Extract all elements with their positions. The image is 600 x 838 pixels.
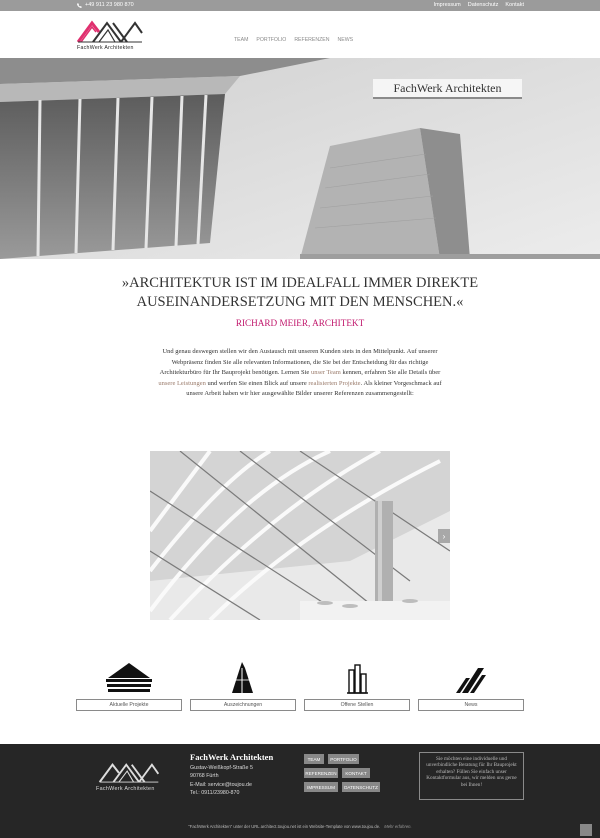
skyline-icon: [304, 660, 410, 696]
nav-portfolio[interactable]: PORTFOLIO: [256, 37, 287, 43]
services-link[interactable]: unsere Leistungen: [158, 379, 206, 387]
footer-tag-referenzen[interactable]: REFERENZEN: [304, 768, 338, 778]
aktuelle-projekte-button[interactable]: Aktuelle Projekte: [76, 699, 182, 711]
footer-logo-text: FachWerk Architekten: [96, 786, 155, 792]
intro-text-1: Und genau deswegen stellen wir den Austausch mit unseren Kunden stets in den Mittelpunkt. Auf unserer Webpräsenz finden Sie alle relevanten Informationen, die Sie bei der Entscheidung für das richtige Architekturbüro für Ihr Bauprojekt benötigen. Lernen Sie: [159, 348, 438, 376]
team-link[interactable]: unser Team: [310, 369, 341, 376]
building-stack-icon: [76, 660, 182, 696]
tower-icon: [190, 660, 296, 696]
intro-text-2: kennen, erfahren Sie alle Details über: [340, 369, 441, 376]
footer-tag-datenschutz[interactable]: DATENSCHUTZ: [342, 782, 380, 792]
intro-text-4: . Als kleiner Vorgeschmack auf unsere Arbeit haben wir hier ausgewählte Bilder unserer Referenzen zusammengestellt:: [186, 379, 442, 397]
footer-email[interactable]: service@toujou.de: [207, 781, 252, 788]
datenschutz-link[interactable]: Datenschutz: [467, 2, 499, 8]
nav-team[interactable]: TEAM: [234, 37, 249, 43]
footer-street: Gustav-Weißkopf-Straße 5: [190, 765, 253, 772]
feature-news: [418, 660, 524, 712]
chevron-right-icon: ›: [442, 531, 446, 541]
top-links: [434, 2, 524, 8]
nav-news[interactable]: NEWS: [337, 37, 354, 43]
footer-city: 90768 Fürth: [190, 773, 219, 780]
footer-credit: "FachWerk Architekten" unter der URL architect.toujou.net ist ein Website-Template von www.toujou.de.: [188, 824, 381, 829]
image-slider[interactable]: [150, 451, 450, 620]
kontakt-link[interactable]: Kontakt: [505, 2, 524, 8]
footer-tag-kontakt[interactable]: KONTAKT: [342, 768, 370, 778]
top-bar: [0, 0, 600, 11]
footer-tag-team[interactable]: TEAM: [304, 754, 324, 764]
slider-next-button[interactable]: [438, 529, 450, 543]
footer-tel[interactable]: 0911/23980-870: [201, 789, 240, 796]
phone-contact[interactable]: [77, 2, 134, 8]
footer-tag-portfolio[interactable]: PORTFOLIO: [328, 754, 359, 764]
footer-logo[interactable]: [94, 761, 164, 795]
intro-text: [152, 347, 448, 400]
quote: [0, 274, 600, 312]
quote-line-2: AUSEINANDERSETZUNG MIT DEN MENSCHEN.«: [136, 294, 464, 310]
feature-aktuelle-projekte: [76, 660, 182, 712]
mehr-erfahren-link[interactable]: Mehr erfahren.: [384, 824, 412, 829]
news-button[interactable]: News: [418, 699, 524, 711]
footer-contact-cta[interactable]: Sie möchten eine individuelle und unverbindliche Beratung für Ihr Bauprojekt erhalten? Füllen Sie einfach unser Kontaktformular aus, wir melden uns gerne bei Ihnen!: [419, 752, 524, 800]
footer-title: FachWerk Architekten: [190, 752, 274, 762]
feature-auszeichnungen: [190, 660, 296, 712]
hero-title: FachWerk Architekten: [373, 79, 522, 99]
intro-text-3: und werfen Sie einen Blick auf unsere: [205, 379, 309, 387]
logo-mark-icon: [77, 19, 143, 43]
footer-email-label: E-Mail:: [190, 781, 207, 788]
footer-bottom-line: [0, 824, 600, 829]
footer-address: [190, 753, 273, 797]
slanted-blocks-icon: [418, 660, 524, 696]
feature-offene-stellen: [304, 660, 410, 712]
nav-referenzen[interactable]: REFERENZEN: [294, 37, 330, 43]
site-header: [0, 11, 600, 58]
quote-author: RICHARD MEIER, ARCHITEKT: [235, 318, 365, 328]
quote-line-1: »ARCHITEKTUR IST IM IDEALFALL IMMER DIREKTE: [121, 275, 479, 291]
impressum-link[interactable]: Impressum: [433, 2, 461, 8]
footer-tel-label: Tel.:: [190, 789, 200, 796]
projects-link[interactable]: realisierten Projekte: [308, 379, 361, 387]
phone-number: +49 911 23 980 870: [85, 2, 134, 8]
logo-text: FachWerk Architekten: [77, 45, 134, 51]
logo-mark-icon: [94, 761, 164, 783]
brand-logo[interactable]: [77, 19, 143, 55]
scroll-to-top-button[interactable]: [580, 824, 592, 836]
phone-icon: [77, 3, 82, 8]
auszeichnungen-button[interactable]: Auszeichnungen: [190, 699, 296, 711]
offene-stellen-button[interactable]: Offene Stellen: [304, 699, 410, 711]
footer-tag-impressum[interactable]: IMPRESSUM: [304, 782, 338, 792]
site-footer: [0, 744, 600, 838]
slider-image: [150, 451, 450, 620]
hero-banner: [0, 58, 600, 259]
main-nav: [234, 37, 353, 43]
